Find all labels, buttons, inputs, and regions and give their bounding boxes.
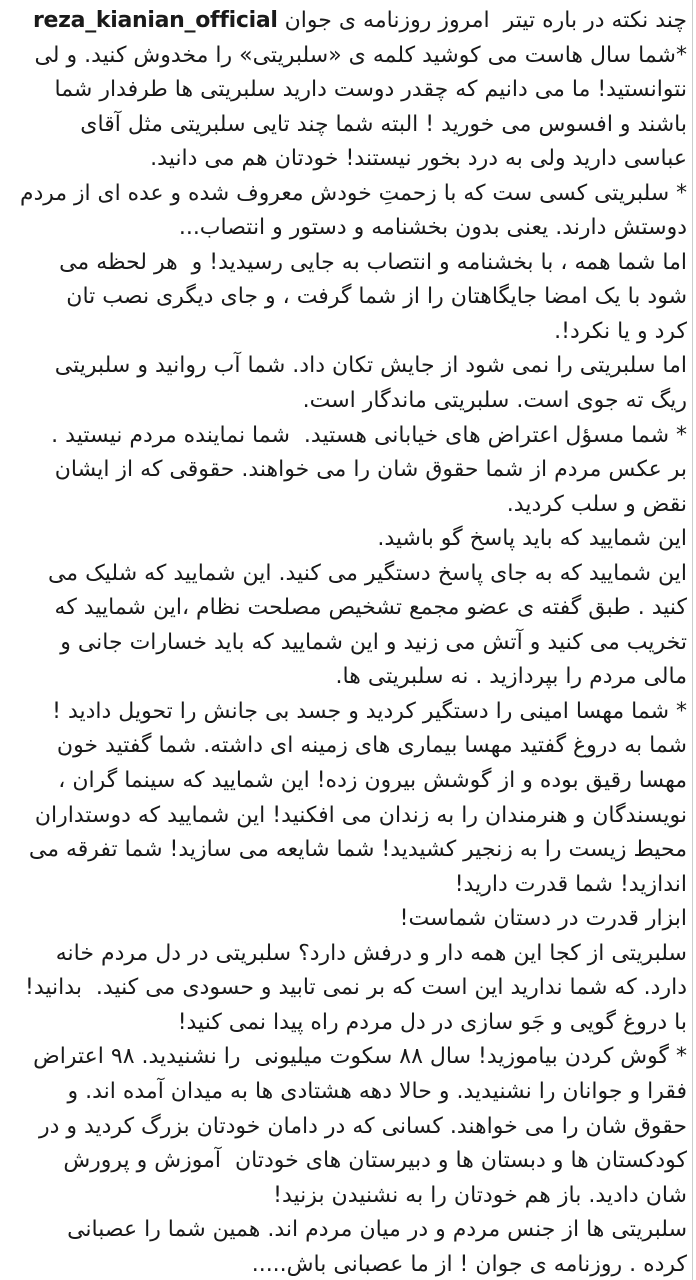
- caption-line: شما به دروغ گفتید مهسا بیماری های زمینه ای داشته. شما گفتید خون: [56, 733, 687, 759]
- caption-line: نویسندگان و هنرمندان را به زندان می افکنید! این شمایید که دوستداران: [34, 802, 687, 828]
- caption-line: کرده . روزنامه ی جوان ! از ما عصبانی باش.....: [251, 1251, 687, 1277]
- caption-line: با دروغ گویی و جَو سازی در دل مردم راه پیدا نمی کنید!: [177, 1009, 687, 1035]
- caption-title-text: چند نکته در باره تیتر امروز روزنامه ی جوان: [284, 8, 687, 33]
- caption-line: سلبریتی از کجا این همه دار و درفش دارد؟ سلبریتی در دل مردم خانه: [55, 940, 687, 966]
- caption-line: * گوش کردن بیاموزید! سال ۸۸ سکوت میلیونی را نشنیدید. ۹۸ اعتراض: [33, 1044, 687, 1070]
- caption-line: اندازید! شما قدرت دارید!: [454, 871, 687, 897]
- caption-line: شان دادید. باز هم خودتان را به نشنیدن بزنید!: [273, 1182, 687, 1208]
- caption-line: شود با یک امضا جایگاهتان را از شما گرفت ، و جای دیگری نصب تان: [66, 284, 687, 310]
- caption-line: عباسی دارید ولی به درد بخور نیستند! خودتان هم می دانید.: [150, 146, 687, 172]
- caption-line: دوستش دارند. یعنی بدون بخشنامه و دستور و انتصاب...: [178, 215, 687, 241]
- caption-line: مالی مردم را بپردازید . نه سلبریتی ها.: [335, 664, 687, 690]
- caption-line: مهسا رقیق بوده و از گوشش بیرون زده! این شمایید که سینما گران ،: [58, 768, 687, 794]
- caption-line: کرد و یا نکرد!.: [554, 318, 687, 344]
- caption-line: کنید . طبق گفته ی عضو مجمع تشخیص مصلحت نظام ،این شمایید که: [54, 595, 687, 621]
- caption-line: محیط زیست را به زنجیر کشیدید! شما شایعه می سازید! شما تفرقه می: [28, 837, 687, 863]
- right-edge-divider: [692, 0, 693, 1280]
- username-link[interactable]: reza_kianian_official: [32, 8, 278, 33]
- caption-line: دارد. که شما ندارید این است که بر نمی تابید و حسودی می کنید. بدانید!: [25, 975, 687, 1001]
- caption-line: * شما مهسا امینی را دستگیر کردید و جسد بی جانش را تحویل دادید !: [52, 698, 687, 724]
- caption-line: فقرا و جوانان را نشنیدید. و حالا دهه هشتادی ها به میدان آمده اند. و: [67, 1078, 687, 1104]
- caption-line: کودکستان ها و دبستان ها و دبیرستان های خودتان آموزش و پرورش: [63, 1148, 687, 1174]
- caption-line: نقض و سلب کردید.: [506, 491, 687, 517]
- caption-line: *شما سال هاست می کوشید کلمه ی «سلبریتی» را مخدوش کنید. و لی: [34, 42, 687, 68]
- caption-line: ابزار قدرت در دستان شماست!: [399, 906, 687, 932]
- caption-line: این شمایید که به جای پاسخ دستگیر می کنید. این شمایید که شلیک می: [47, 560, 687, 586]
- caption-line: باشند و افسوس می خورید ! البته شما چند تایی سلبریتی مثل آقای: [80, 111, 687, 137]
- caption-line: حقوق شان را می خواهند. کسانی که در دامان خودتان بزرگ کردید و در: [38, 1113, 687, 1139]
- title-username-gap: [278, 8, 285, 33]
- caption-line: اما سلبریتی را نمی شود از جایش تکان داد. شما آب روانید و سلبریتی: [54, 353, 687, 379]
- caption-lines: [20, 39, 687, 1280]
- caption-line: تخریب می کنید و آتش می زنید و این شمایید که باید خسارات جانی و: [60, 629, 687, 655]
- caption-line: این شمایید که باید پاسخ گو باشید.: [377, 526, 687, 552]
- caption-line: * شما مسؤل اعتراض های خیابانی هستید. شما نماینده مردم نیستید .: [51, 422, 687, 448]
- caption-line: بر عکس مردم از شما حقوق شان را می خواهند. حقوقی که از ایشان: [54, 457, 687, 483]
- caption-first-line: [20, 4, 687, 39]
- caption-line: نتوانستید! ما می دانیم که چقدر دوست دارید سلبریتی ها طرفدار شما: [54, 77, 687, 103]
- caption-line: اما شما همه ، با بخشنامه و انتصاب به جایی رسیدید! و هر لحظه می: [59, 249, 687, 275]
- caption-line: ریگ ته جوی است. سلبریتی ماندگار است.: [302, 388, 687, 414]
- caption-line: سلبریتی ها از جنس مردم و در میان مردم اند. همین شما را عصبانی: [67, 1217, 687, 1243]
- caption-line: * سلبریتی کسی ست که با زحمتِ خودش معروف شده و عده ای از مردم: [20, 180, 687, 206]
